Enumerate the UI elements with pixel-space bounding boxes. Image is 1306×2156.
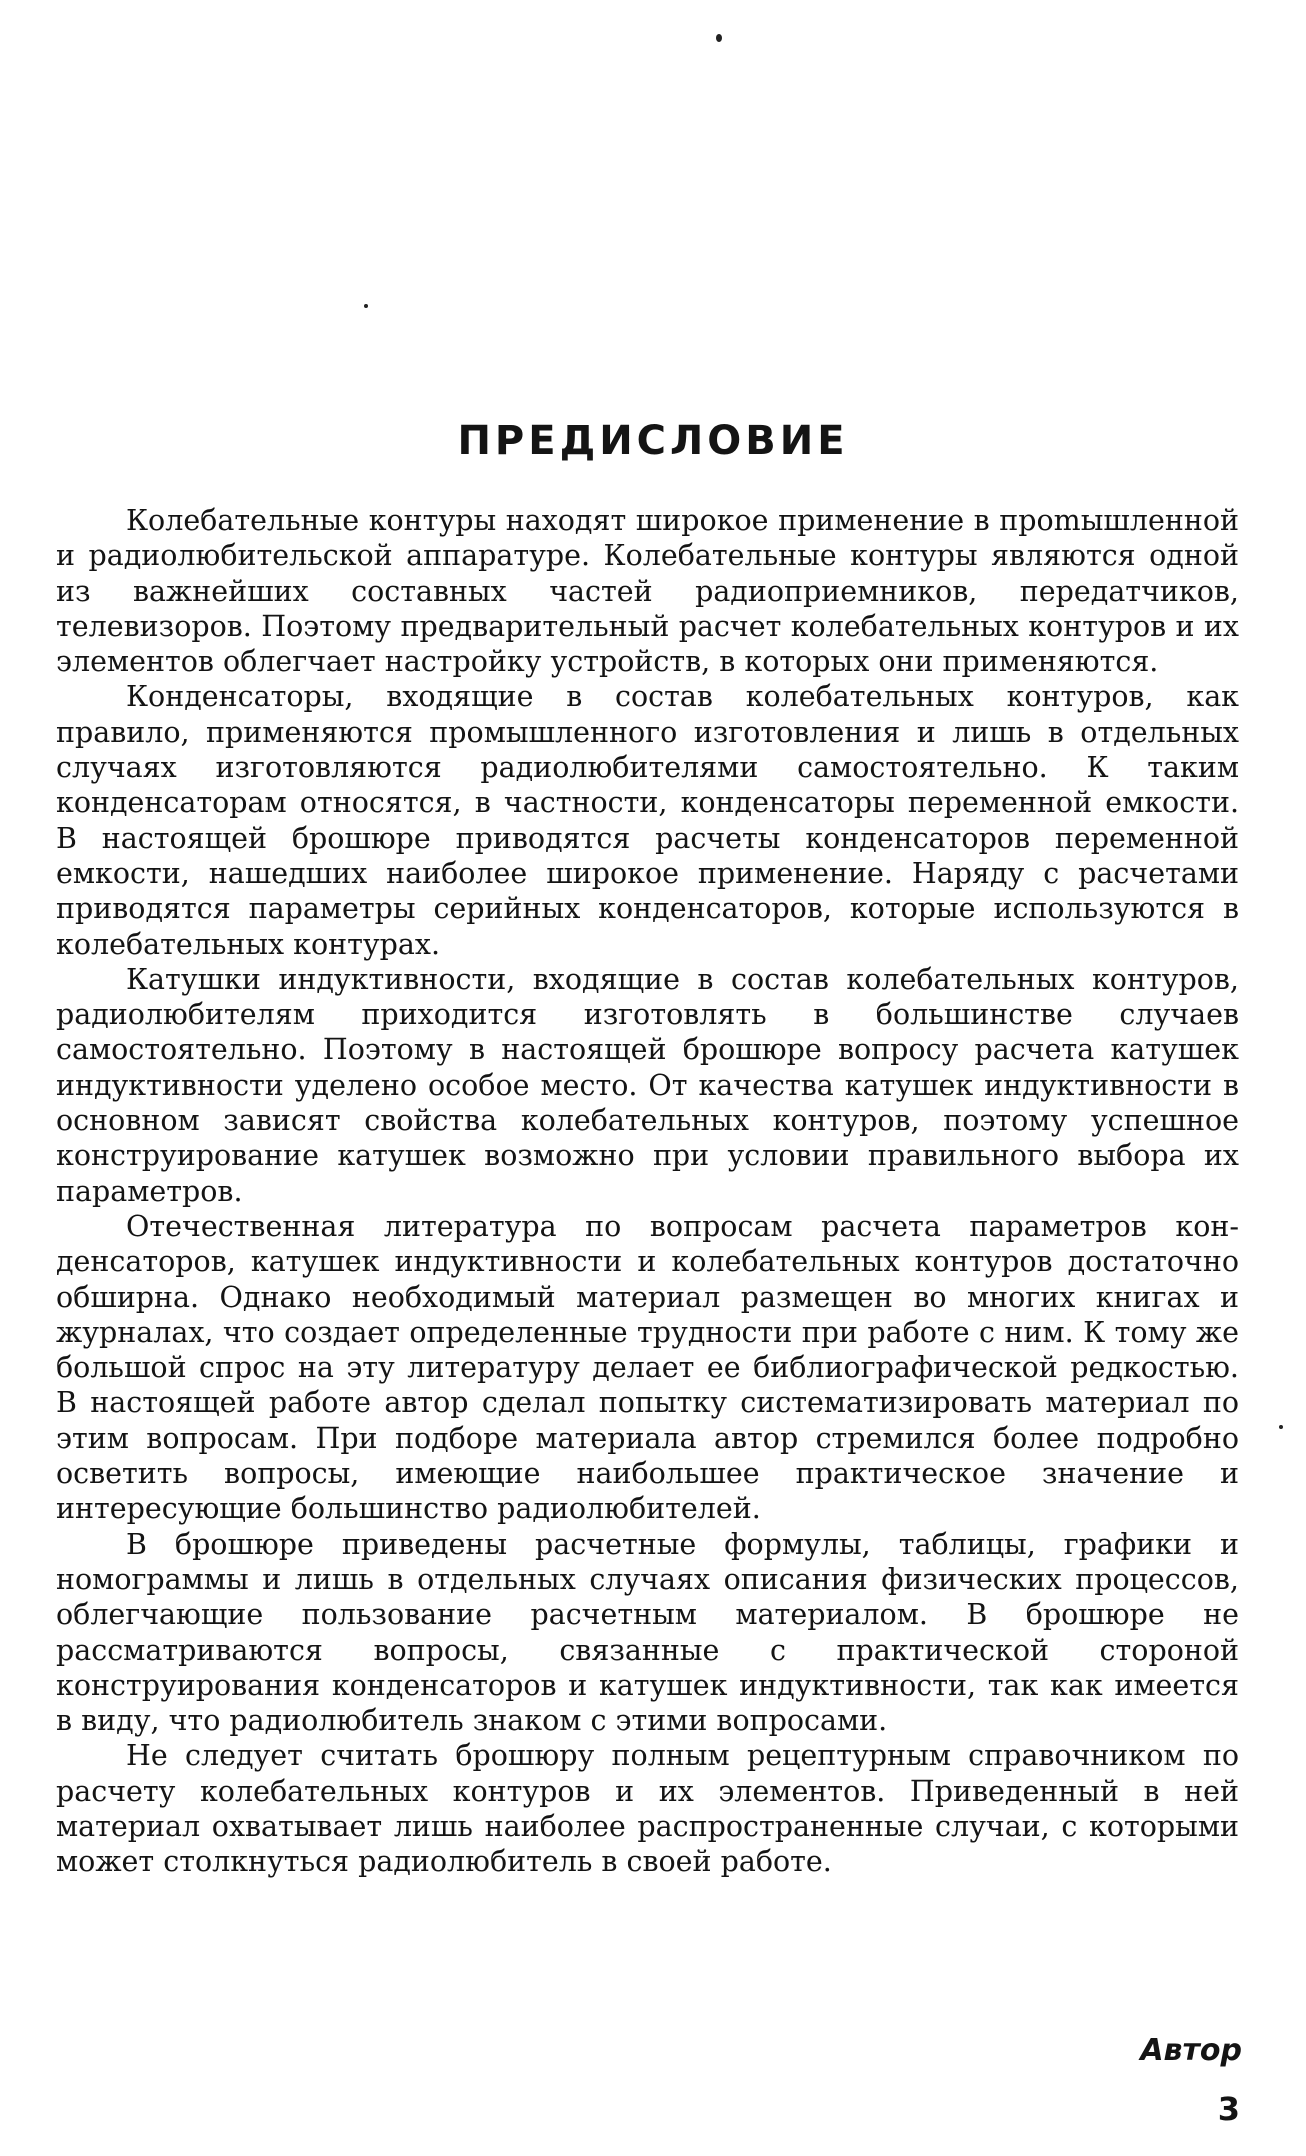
page-title: ПРЕДИСЛОВИЕ (457, 418, 849, 464)
paragraph: Отечественная литература по вопросам расчета параметров конденсаторов, катушек индуктивности и колебательных контуров достаточно обширна. Однако необходимый материал размещен во многих книгах и журналах, что создает определенные трудности при работе с ним. К тому же большой спрос на эту литературу делает ее библиографической редкостью. В настоящей работе автор сделал попытку систематизировать материал по этим вопросам. При подборе материала автор стремился более подробно осветить вопросы, имеющие наибольшее практическое значение и интересующие большинство радиолюбителей. (56, 1209, 1239, 1526)
scan-speck (716, 34, 722, 42)
scan-speck (364, 304, 368, 308)
paragraph: Не следует считать брошюру полным рецептурным справочником по расчету колебательных контуров и их элементов. Приведенный в ней материал охватывает лишь наиболее распространенные случаи, с которыми может столкнуться радиолюбитель в своей работе. (56, 1739, 1239, 1879)
preface-body (56, 503, 1239, 1880)
scan-speck (1279, 1425, 1283, 1429)
author-signature: Автор (1140, 2033, 1242, 2068)
paragraph: Конденсаторы, входящие в состав колебательных контуров, как правило, применяются промышленного изготовления и лишь в отдельных случаях изготовляются радиолюбителями самостоятельно. К таким конденсаторам относятся, в частности, конденсаторы переменной емкости. В настоящей брошюре приводятся расчеты конденсаторов переменной емкости, нашедших наиболее широкое применение. Наряду с расчетами приводятся параметры серийных конденсаторов, которые используются в колебательных контурах. (56, 680, 1239, 961)
page-number: 3 (1217, 2090, 1240, 2128)
paragraph: Катушки индуктивности, входящие в состав колебательных контуров, радиолюбителям приходится изготовлять в большинстве случаев самостоятельно. Поэтому в настоящей брошюре вопросу расчета катушек индуктивности уделено особое место. От качества катушек индуктивности в основном зависят свойства колебательных контуров, поэтому успешное конструирование катушек возможно при условии правильного выбора их параметров. (56, 962, 1239, 1208)
paragraph: Колебательные контуры находят широкое применение в проmышленной и радиолюбительской аппаратуре. Колебательные контуры являются одной из важнейших составных частей радиоприемников, передатчиков, телевизоров. Поэтому предварительный расчет колебательных контуров и их элементов облегчает настройку устройств, в которых они применяются. (56, 504, 1239, 679)
paragraph: В брошюре приведены расчетные формулы, таблицы, графики и номограммы и лишь в отдельных случаях описания физических процессов, облегчающие пользование расчетным материалом. В брошюре не рассматриваются вопросы, связанные с практической стороной конструирования конденсаторов и катушек индуктивности, так как имеется в виду, что радиолюбитель знаком с этими вопросами. (56, 1527, 1239, 1738)
